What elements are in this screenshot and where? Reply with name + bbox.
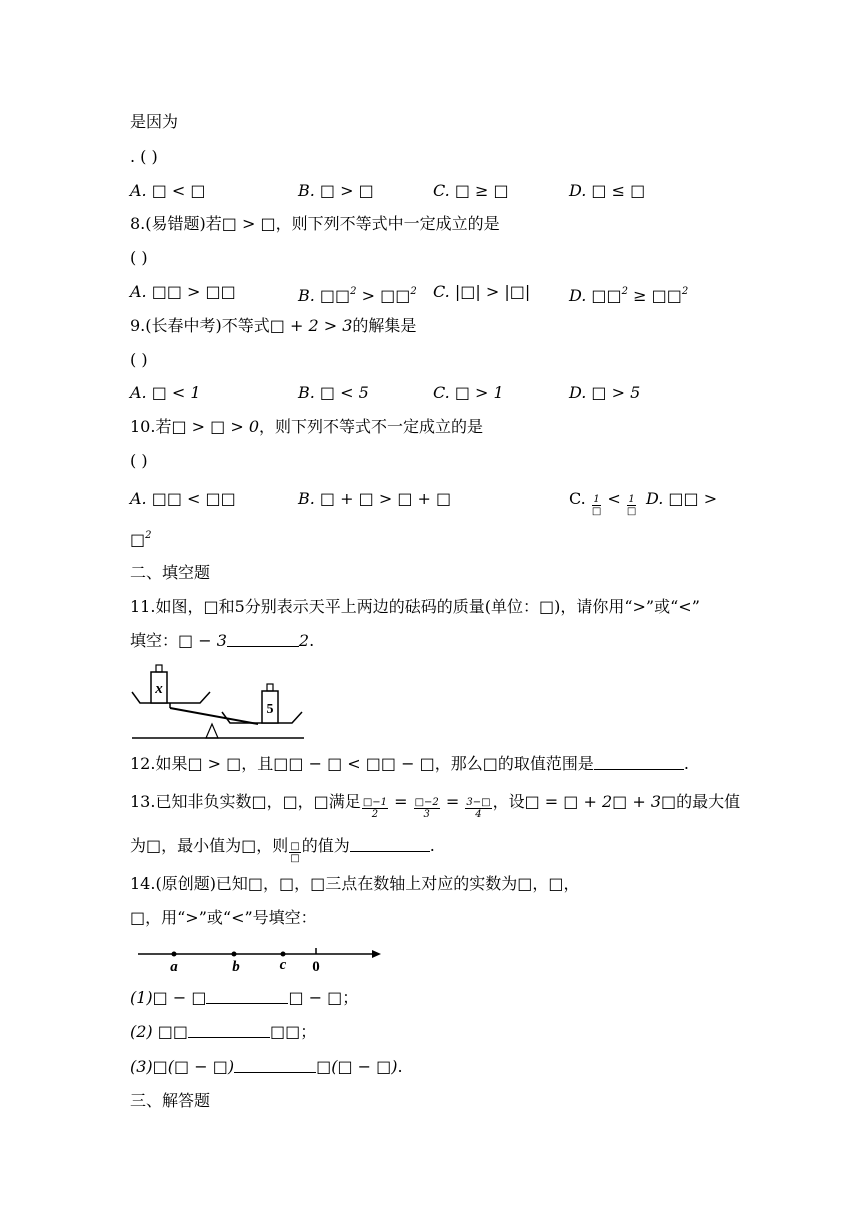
q9-paren: ( ) <box>130 350 148 369</box>
q9-stem-text: 9.(长春中考)不等式 <box>130 316 270 335</box>
q11-answer-blank[interactable] <box>227 631 299 647</box>
q11-line1: 11.如图，□和5分别表示天平上两边的砝码的质量(单位：□)，请你用“>”或“<” <box>130 597 700 616</box>
q10-option-b: B. □ + □ > □ + □ <box>298 489 452 508</box>
section-title-fill-in: 二、填空题 <box>130 563 211 582</box>
q7-option-a: A. □ < □ <box>130 181 206 200</box>
axis-label-b: b <box>232 959 240 975</box>
q9-stem <box>130 314 416 338</box>
q10-stem <box>130 415 483 439</box>
q7-option-d: D. □ ≤ □ <box>569 181 646 200</box>
q14-sub2-blank[interactable] <box>188 1022 270 1038</box>
q14-sub1-blank[interactable] <box>206 988 288 1004</box>
q9-stem-text-2: 的解集是 <box>352 316 417 335</box>
q10-option-a: A. □□ < □□ <box>130 489 236 508</box>
q8-option-c: C. |□| > |□| <box>433 282 531 301</box>
q9-inequality: □ + 2 > 3 <box>269 316 353 335</box>
q13-answer-blank[interactable] <box>350 836 430 852</box>
q10-option-d: D. □□ > <box>646 489 718 508</box>
q8-option-a: A. □□ > □□ <box>130 282 236 301</box>
axis-label-a: a <box>170 959 178 975</box>
q10-option-d-wrap: □$^2$ <box>130 530 152 549</box>
q14-sub3: (3)□(□ − □) □(□ − □). <box>130 1057 403 1076</box>
q8-stem <box>130 212 500 236</box>
right-weight-label: 5 <box>266 702 274 717</box>
q10-option-c: C. $\frac{1}{□}$ < $\frac{1}{□}$ <box>569 489 637 517</box>
q9-option-d: D. □ > 5 <box>569 383 641 402</box>
q8-stem-text-2: ，则下列不等式中一定成立的是 <box>275 214 500 233</box>
q9-option-c: C. □ > 1 <box>433 383 504 402</box>
q14-sub3-blank[interactable] <box>234 1057 316 1073</box>
q9-option-b: B. □ < 5 <box>298 383 369 402</box>
q12: 12.如果□ > □，且□□ − □ < □□ − □，那么□的取值范围是 . <box>130 754 689 773</box>
q12-answer-blank[interactable] <box>594 754 684 770</box>
q7-option-c: C. □ ≥ □ <box>433 181 509 200</box>
q8-stem-text: 8.(易错题)若 <box>130 214 222 233</box>
q13-line1: 13.已知非负实数□，□，□满足 $\frac{□-1}{2}$ = $\frac{□-2}{3}$ = $\frac{3-□}{4}$ ，设□ = □ + 2□ + 3□的最大值 <box>130 792 741 820</box>
q8-option-b: B. □□$^2$ > □□$^2$ <box>298 286 417 305</box>
q8-option-d: D. □□$^2$ ≥ □□$^2$ <box>569 286 689 305</box>
q10-stem-text-2: ，则下列不等式不一定成立的是 <box>259 417 484 436</box>
q14-sub1: (1)□ − □ □ − □； <box>130 988 359 1007</box>
q10-condition: □ > □ > 0 <box>171 417 260 436</box>
q14-line2: □，用“>”或“<”号填空： <box>130 908 317 927</box>
balance-scale-figure <box>130 662 310 742</box>
left-weight-label: x <box>155 681 163 697</box>
axis-label-zero: 0 <box>312 959 320 975</box>
q8-condition: □ > □ <box>221 214 276 233</box>
q9-option-a: A. □ < 1 <box>130 383 201 402</box>
q7-option-b: B. □ > □ <box>298 181 374 200</box>
number-line-figure <box>134 940 384 976</box>
q11-line2: 填空：□ − 3 2. <box>130 631 315 650</box>
q8-paren: ( ) <box>130 248 148 267</box>
section-title-answer: 三、解答题 <box>130 1091 211 1110</box>
axis-label-c: c <box>279 957 287 973</box>
q7-intro: 是因为 <box>130 112 179 131</box>
q10-paren: ( ) <box>130 451 148 470</box>
q14-line1: 14.(原创题)已知□，□，□三点在数轴上对应的实数为□，□， <box>130 874 580 893</box>
q14-sub2: (2) □□ □□； <box>130 1022 317 1041</box>
q13-line2: 为□，最小值为□，则 $\frac{□}{□}$ 的值为 . <box>130 836 435 864</box>
q7-paren: . ( ) <box>130 147 158 166</box>
q10-stem-text: 10.若 <box>130 417 172 436</box>
